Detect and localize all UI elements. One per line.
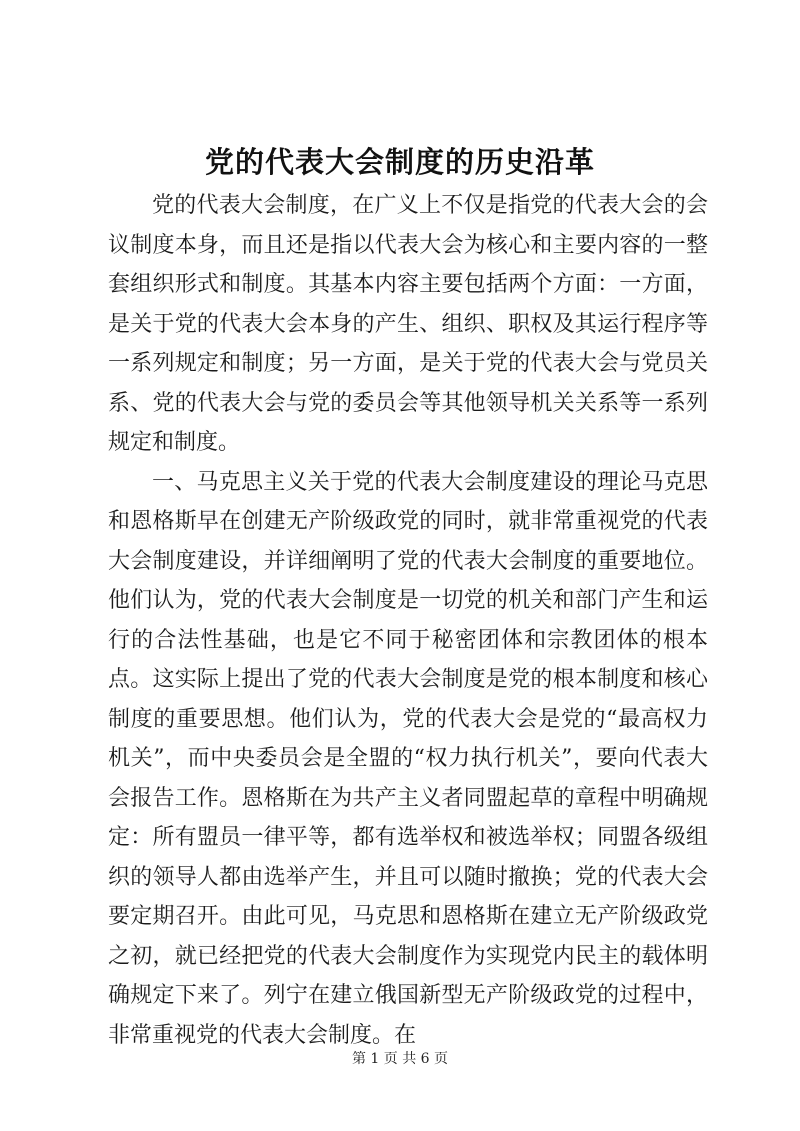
page-footer: 第 1 页 共 6 页 [351,1051,449,1067]
paragraph-2: 一、马克思主义关于党的代表大会制度建设的理论马克思和恩格斯早在创建无产阶级政党的同时，就非常重视党的代表大会制度建设，并详细阐明了党的代表大会制度的重要地位。他们认为，党的代表大会制度是一切党的机关和部门产生和运行的合法性基础，也是它不同于秘密团体和宗教团体的根本点。这实际上提出了党的代表大会制度是党的根本制度和核心制度的重要思想。他们认为，党的代表大会是党的“最高权力机关”，而中央委员会是全盟的“权力执行机关”，要向代表大会报告工作。恩格斯在为共产主义者同盟起草的章程中明确规定：所有盟员一律平等，都有选举权和被选举权；同盟各级组织的领导人都由选举产生，并且可以随时撤换；党的代表大会要定期召开。由此可见，马克思和恩格斯在建立无产阶级政党之初，就已经把党的代表大会制度作为实现党内民主的载体明确规定下来了。列宁在建立俄国新型无产阶级政党的过程中，非常重视党的代表大会制度。在 [108,469,708,1048]
document-title: 党的代表大会制度的历史沿革 [204,145,595,179]
document-body [108,186,708,1055]
paragraph-1: 党的代表大会制度，在广义上不仅是指党的代表大会的会议制度本身，而且还是指以代表大会为核心和主要内容的一整套组织形式和制度。其基本内容主要包括两个方面：一方面，是关于党的代表大会本身的产生、组织、职权及其运行程序等一系列规定和制度；另一方面，是关于党的代表大会与党员关系、党的代表大会与党的委员会等其他领导机关关系等一系列规定和制度。 [108,193,708,455]
